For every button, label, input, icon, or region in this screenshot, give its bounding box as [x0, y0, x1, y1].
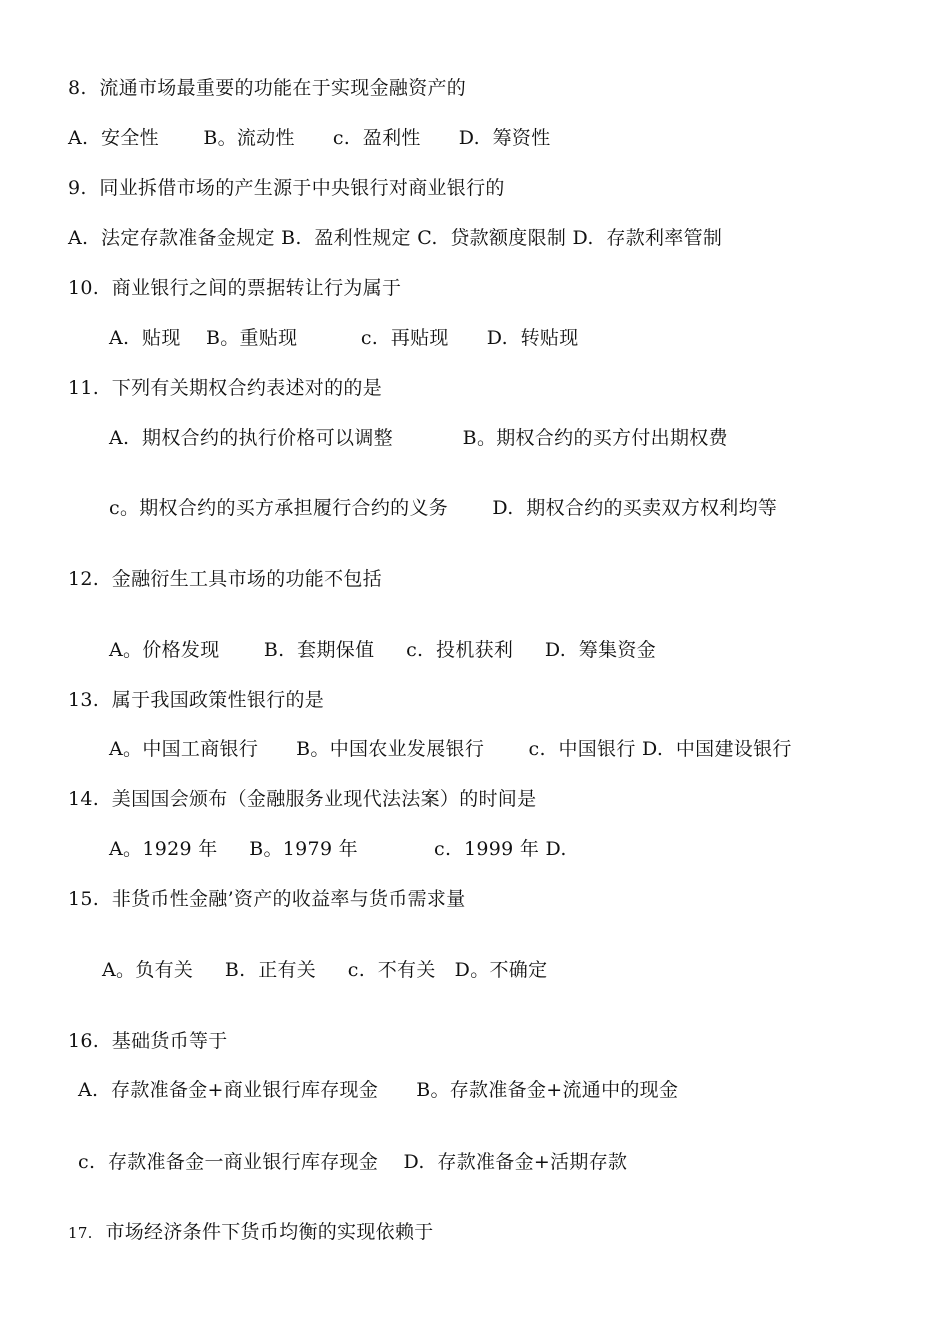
question-12-stem: 12. 金融衍生工具市场的功能不包括 [68, 568, 382, 590]
question-9-stem: 9. 同业拆借市场的产生源于中央银行对商业银行的 [68, 177, 505, 199]
question-14-options: A。1929 年 B。1979 年 c. 1999 年 D. [109, 838, 567, 860]
question-12-options: A。价格发现 B. 套期保值 c. 投机获利 D. 筹集资金 [109, 639, 657, 661]
question-17-number: 17. [68, 1224, 93, 1242]
question-13-stem: 13. 属于我国政策性银行的是 [68, 689, 325, 711]
question-17-stem [68, 1220, 434, 1245]
question-11-stem: 11. 下列有关期权合约表述对的的是 [68, 377, 382, 399]
question-16-options-row-2: c. 存款准备金一商业银行库存现金 D. 存款准备金+活期存款 [78, 1151, 628, 1173]
question-10-stem: 10. 商业银行之间的票据转让行为属于 [68, 277, 402, 299]
question-10-options: A. 贴现 B。重贴现 c. 再贴现 D. 转贴现 [109, 327, 579, 349]
question-14-stem: 14. 美国国会颁布（金融服务业现代法法案）的时间是 [68, 788, 537, 810]
question-15-stem: 15. 非货币性金融’资产的收益率与货币需求量 [68, 888, 466, 910]
question-11-options-row-1: A. 期权合约的执行价格可以调整 B。期权合约的买方付出期权费 [109, 427, 728, 449]
question-17-text: 市场经济条件下货币均衡的实现依赖于 [92, 1221, 434, 1243]
question-16-stem: 16. 基础货币等于 [68, 1030, 228, 1052]
question-13-options: A。中国工商银行 B。中国农业发展银行 c. 中国银行 D. 中国建设银行 [109, 738, 792, 760]
question-9-options: A. 法定存款准备金规定 B. 盈利性规定 C. 贷款额度限制 D. 存款利率管制 [68, 227, 723, 249]
question-11-options-row-2: c。期权合约的买方承担履行合约的义务 D. 期权合约的买卖双方权利均等 [109, 497, 778, 519]
question-8-options: A. 安全性 B。流动性 c. 盈利性 D. 筹资性 [68, 127, 551, 149]
question-8-stem: 8. 流通市场最重要的功能在于实现金融资产的 [68, 77, 467, 99]
question-15-options: A。负有关 B. 正有关 c. 不有关 D。不确定 [102, 959, 548, 981]
question-16-options-row-1: A. 存款准备金+商业银行库存现金 B。存款准备金+流通中的现金 [78, 1079, 679, 1101]
